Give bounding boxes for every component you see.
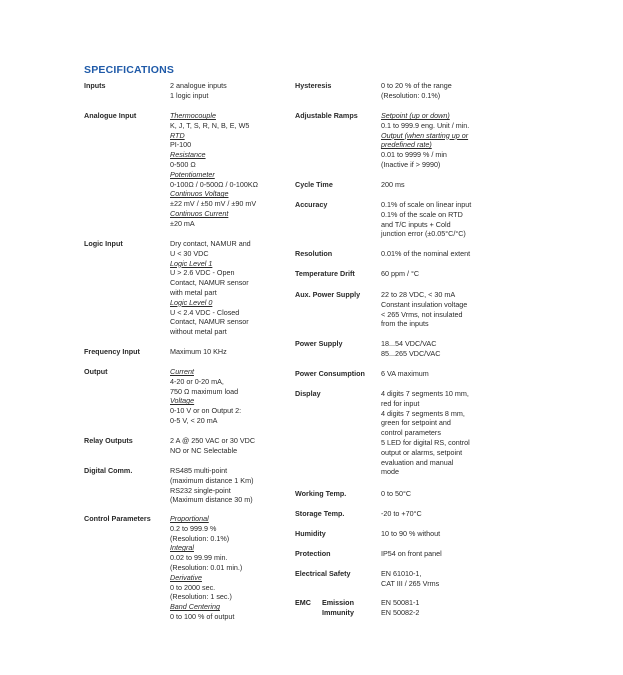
spec-value-line: 4 digits 7 segments 10 mm, <box>381 389 469 398</box>
spec-label: Control Parameters <box>84 514 151 523</box>
spec-label: Working Temp. <box>295 489 347 498</box>
spec-value-line: 0.1% of the scale on RTD <box>381 209 463 219</box>
spec-label: Cycle Time <box>295 180 333 189</box>
spec-value-line: U > 2.6 VDC - Open <box>170 268 235 278</box>
spec-subheading: Setpoint (up or down) <box>381 111 450 120</box>
spec-value-line: 6 VA maximum <box>381 369 429 378</box>
spec-subheading: Potentiometer <box>170 169 215 179</box>
spec-value-line: RS485 multi-point <box>170 466 228 475</box>
spec-values <box>381 180 405 190</box>
spec-subheading: Resistance <box>170 150 206 160</box>
spec-value-line: U < 2.4 VDC - Closed <box>170 307 240 317</box>
spec-value-line: 0 to 50°C <box>381 489 412 498</box>
spec-subheading: RTD <box>170 130 185 140</box>
spec-values <box>170 466 253 505</box>
spec-values <box>170 239 251 337</box>
spec-value-line: 5 LED for digital RS, control <box>381 437 470 447</box>
spec-value-line: (Resolution: 0.1%) <box>381 90 441 100</box>
spec-value-line: (maximum distance 1 Km) <box>170 475 254 485</box>
spec-value-line: without metal part <box>170 327 227 337</box>
spec-subheading: Continuos Current <box>170 208 229 218</box>
spec-value-line: Dry contact, NAMUR and <box>170 239 251 248</box>
spec-value-line: 18...54 VDC/VAC <box>381 339 437 348</box>
spec-label: Display <box>295 389 321 398</box>
spec-value-line: ±20 mA <box>170 218 195 228</box>
spec-subheading: Thermocouple <box>170 111 216 120</box>
spec-value-line: RS232 single-point <box>170 485 231 495</box>
spec-label: Protection <box>295 549 331 558</box>
page-title: SPECIFICATIONS <box>84 64 175 76</box>
spec-value-line: CAT III / 265 Vrms <box>381 578 440 588</box>
spec-value-line: 60 ppm / °C <box>381 269 420 278</box>
spec-values <box>381 489 411 499</box>
spec-values <box>381 369 429 379</box>
spec-value-line: 10 to 90 % without <box>381 529 441 538</box>
emc-immunity-label: Immunity <box>322 607 354 617</box>
spec-values <box>170 81 227 101</box>
spec-subheading: Voltage <box>170 396 195 406</box>
spec-values <box>381 529 440 539</box>
spec-subheading: Continuos Voltage <box>170 189 229 199</box>
spec-value-line: -20 to +70°C <box>381 509 422 518</box>
spec-value-line: mode <box>381 467 399 477</box>
spec-value-line: output or alarms, setpoint <box>381 447 463 457</box>
spec-value-line: (Maximum distance 30 m) <box>170 495 253 505</box>
spec-value-line: (Resolution: 0.1%) <box>170 533 230 543</box>
spec-value-line: 0-10 V or on Output 2: <box>170 406 242 416</box>
spec-subheading: Logic Level 1 <box>170 258 213 268</box>
spec-subheading: Derivative <box>170 572 202 582</box>
spec-value-line: Constant insulation voltage <box>381 299 468 309</box>
spec-value-line: 85...265 VDC/VAC <box>381 348 441 358</box>
spec-value-line: IP54 on front panel <box>381 549 442 558</box>
spec-value-line: Contact, NAMUR sensor <box>170 317 249 327</box>
spec-value-line: EN 50081-1 <box>381 598 420 607</box>
spec-values <box>170 436 255 456</box>
spec-values <box>381 389 470 477</box>
spec-value-line: control parameters <box>381 428 441 438</box>
spec-value-line: Contact, NAMUR sensor <box>170 278 249 288</box>
spec-values <box>381 269 419 279</box>
spec-value-line: ±22 mV / ±50 mV / ±90 mV <box>170 199 257 209</box>
spec-label: Humidity <box>295 529 326 538</box>
spec-subheading: Output (when starting up or <box>381 130 469 140</box>
spec-value-line: U < 30 VDC <box>170 248 209 258</box>
spec-value-line: EN 61010-1, <box>381 569 422 578</box>
spec-value-line: 0-5 V, < 20 mA <box>170 415 218 425</box>
spec-values <box>381 290 467 329</box>
spec-value-line: NO or NC Selectable <box>170 445 238 455</box>
spec-value-line: (Resolution: 1 sec.) <box>170 592 232 602</box>
spec-value-line: 4-20 or 0-20 mA, <box>170 376 224 386</box>
spec-label: Power Supply <box>295 339 343 348</box>
spec-values <box>170 111 258 229</box>
spec-values <box>381 249 470 259</box>
spec-label: Storage Temp. <box>295 509 345 518</box>
spec-label: Accuracy <box>295 200 328 209</box>
spec-value-line: 0.02 to 99.99 min. <box>170 553 228 563</box>
spec-value-line: 750 Ω maximum load <box>170 386 239 396</box>
spec-label: Power Consumption <box>295 369 365 378</box>
spec-value-line: 4 digits 7 segments 8 mm, <box>381 408 465 418</box>
spec-value-line: with metal part <box>170 287 217 297</box>
spec-label: Logic Input <box>84 239 123 248</box>
spec-label: Aux. Power Supply <box>295 290 361 299</box>
spec-value-line: 0-500 Ω <box>170 159 196 169</box>
spec-label: Output <box>84 367 108 376</box>
spec-value-line: EN 50082-2 <box>381 607 420 617</box>
spec-label: Relay Outputs <box>84 436 133 445</box>
spec-values <box>381 339 440 359</box>
spec-value-line: 0.1 to 999.9 eng. Unit / min. <box>381 120 470 130</box>
spec-values <box>381 509 422 519</box>
emc-emission-label: Emission <box>322 598 354 607</box>
spec-label: Adjustable Ramps <box>295 111 358 120</box>
spec-value-line: junction error (±0.05°C/°C) <box>381 229 466 239</box>
spec-value-line: < 265 Vrms, not insulated <box>381 309 463 319</box>
spec-value-line: 0.2 to 999.9 % <box>170 523 217 533</box>
spec-value-line: 0 to 2000 sec. <box>170 582 216 592</box>
spec-value-line: 200 ms <box>381 180 405 189</box>
spec-value-line: 0.1% of scale on linear input <box>381 200 472 209</box>
spec-subheading: Integral <box>170 543 194 553</box>
spec-value-line: 0 to 100 % of output <box>170 611 235 621</box>
spec-value-line: 0.01% of the nominal extent <box>381 249 471 258</box>
spec-values <box>170 367 241 426</box>
spec-subheading: predefined rate) <box>381 140 432 150</box>
spec-value-line: 22 to 28 VDC, < 30 mA <box>381 290 456 299</box>
spec-value-line: (Resolution: 0.01 min.) <box>170 562 243 572</box>
spec-subheading: Logic Level 0 <box>170 297 213 307</box>
spec-value-line: (Inactive if > 9990) <box>381 159 441 169</box>
spec-value-line: green for setpoint and <box>381 418 451 428</box>
spec-value-line: 0-100Ω / 0-500Ω / 0-100KΩ <box>170 179 259 189</box>
spec-value-line: from the inputs <box>381 319 429 329</box>
spec-values <box>381 549 442 559</box>
spec-subheading: Band Centering <box>170 602 220 612</box>
spec-value-line: evaluation and manual <box>381 457 454 467</box>
spec-label: Hysteresis <box>295 81 332 90</box>
spec-label: Resolution <box>295 249 333 258</box>
spec-value-line: 2 analogue inputs <box>170 81 227 90</box>
spec-value-line: 0 to 20 % of the range <box>381 81 452 90</box>
spec-value-line: 0.01 to 9999 % / min <box>381 150 447 160</box>
spec-values <box>381 111 469 170</box>
spec-label: Temperature Drift <box>295 269 355 278</box>
spec-value-line: red for input <box>381 398 420 408</box>
spec-value-line: K, J, T, S, R, N, B, E, W5 <box>170 120 250 130</box>
spec-value-line: PI-100 <box>170 140 192 150</box>
spec-value-line: 2 A @ 250 VAC or 30 VDC <box>170 436 256 445</box>
spec-subheading: Current <box>170 367 194 376</box>
spec-label: Digital Comm. <box>84 466 133 475</box>
spec-label: Analogue Input <box>84 111 137 120</box>
spec-label: Frequency Input <box>84 347 140 356</box>
spec-values <box>381 81 452 101</box>
spec-value-line: 1 logic input <box>170 90 209 100</box>
spec-values <box>381 598 419 618</box>
spec-label: Inputs <box>84 81 106 90</box>
spec-subheading: Proportional <box>170 514 209 523</box>
spec-values <box>170 347 227 357</box>
emc-label: EMC <box>295 598 311 607</box>
spec-values <box>381 200 471 239</box>
spec-value-line: and T/C inputs + Cold <box>381 219 451 229</box>
spec-label: Electrical Safety <box>295 569 351 578</box>
spec-values <box>381 569 439 589</box>
spec-values <box>170 514 242 622</box>
spec-value-line: Maximum 10 KHz <box>170 347 227 356</box>
